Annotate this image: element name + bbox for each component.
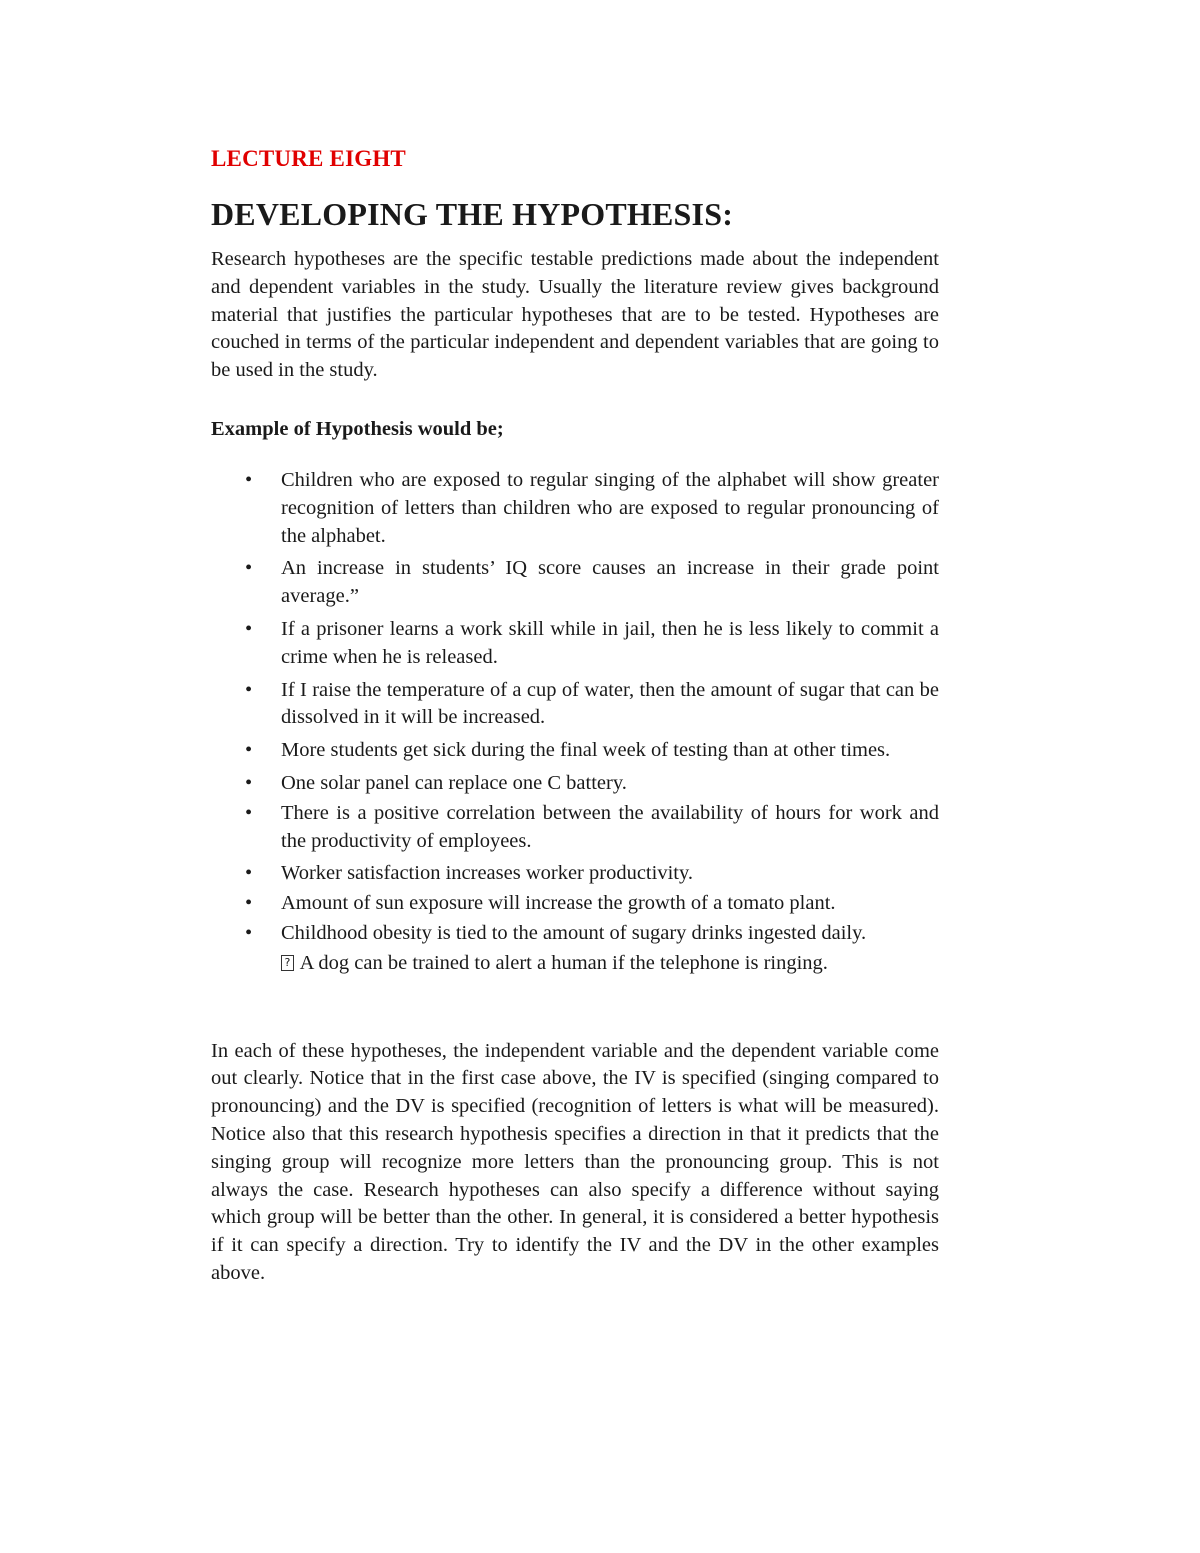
list-item (211, 770, 939, 798)
list-item-text: If a prisoner learns a work skill while in jail, then he is less likely to commit a crime when he is released. (281, 617, 939, 668)
bullet-icon: • (245, 617, 253, 640)
list-item (211, 920, 939, 948)
list-item (211, 677, 939, 733)
list-item (211, 800, 939, 856)
bullet-icon: • (245, 557, 253, 580)
list-item-text: More students get sick during the final week of testing than at other times. (281, 739, 891, 762)
bullet-icon: • (245, 468, 253, 491)
examples-heading: Example of Hypothesis would be; (211, 417, 504, 440)
intro-paragraph: Research hypotheses are the specific testable predictions made about the independent and dependent variables in the study. Usually the literature review gives background material that justifies the particular hypotheses that are to be tested. Hypotheses are couched in terms of the particular independent and dependent variables that are going to be used in the study. (211, 248, 939, 382)
list-item-text: Childhood obesity is tied to the amount of sugary drinks ingested daily. (281, 921, 867, 944)
bullet-icon: • (245, 678, 253, 701)
bullet-icon: • (245, 862, 253, 885)
extra-example (211, 950, 939, 978)
list-item (211, 467, 939, 550)
list-item-text: Amount of sun exposure will increase the growth of a tomato plant. (281, 892, 836, 915)
list-item (211, 555, 939, 611)
bullet-icon: • (245, 892, 253, 915)
list-item-text: If I raise the temperature of a cup of water, then the amount of sugar that can be dissolved in it will be increased. (281, 678, 939, 729)
document-title: DEVELOPING THE HYPOTHESIS: (211, 196, 734, 232)
bullet-icon: • (245, 739, 253, 762)
bullet-icon: • (245, 801, 253, 824)
list-item-text: Worker satisfaction increases worker productivity. (281, 862, 694, 885)
bullet-icon: • (245, 921, 253, 944)
missing-glyph-icon: ? (281, 955, 294, 971)
document-page (211, 140, 939, 1288)
list-item (211, 860, 939, 888)
lecture-label: LECTURE EIGHT (211, 146, 406, 171)
list-item-text: An increase in students’ IQ score causes an increase in their grade point average.” (281, 557, 939, 608)
extra-example-text: A dog can be trained to alert a human if the telephone is ringing. (299, 951, 828, 974)
list-item-text: There is a positive correlation between the availability of hours for work and the productivity of employees. (281, 801, 939, 852)
list-item-text: One solar panel can replace one C battery. (281, 771, 627, 794)
examples-list (211, 467, 939, 948)
list-item (211, 890, 939, 918)
closing-paragraph: In each of these hypotheses, the independent variable and the dependent variable come out clearly. Notice that in the first case above, the IV is specified (singing compared to pronouncing) and the DV is specified (recognition of letters is what will be measured). Notice also that this research hypothesis specifies a direction in that it predicts that the singing group will recognize more letters than the pronouncing group. This is not always the case. Research hypotheses can also specify a difference without saying which group will be better than the other. In general, it is considered a better hypothesis if it can specify a direction. Try to identify the IV and the DV in the other examples above. (211, 1039, 939, 1284)
list-item (211, 616, 939, 672)
bullet-icon: • (245, 771, 253, 794)
list-item-text: Children who are exposed to regular singing of the alphabet will show greater recognition of letters than children who are exposed to regular pronouncing of the alphabet. (281, 468, 939, 547)
list-item (211, 737, 939, 765)
